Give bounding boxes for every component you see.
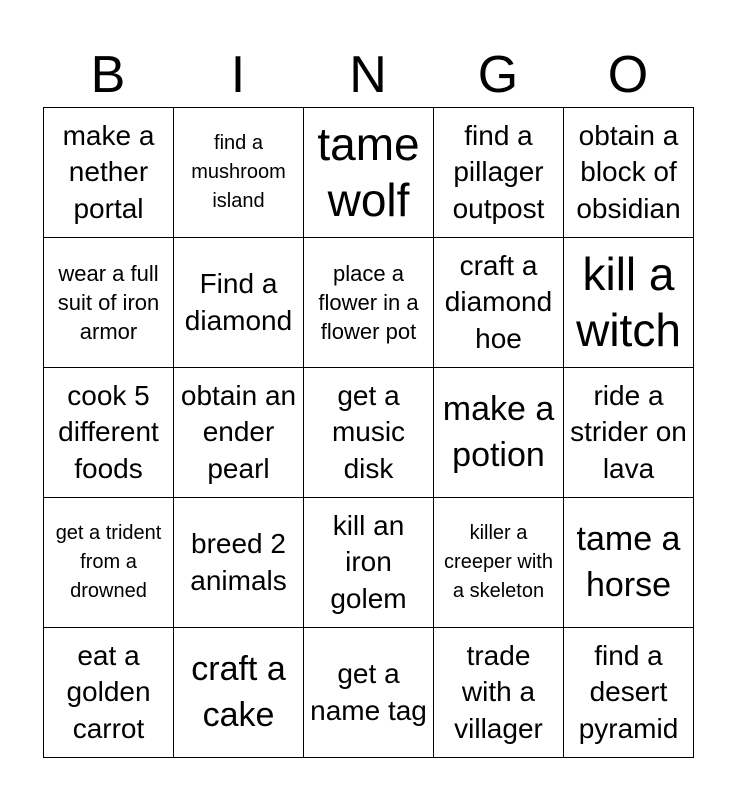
bingo-cell[interactable] bbox=[174, 238, 304, 368]
cell-text: get a trident from a drowned bbox=[55, 522, 162, 602]
cell-text: place a flower in a flower pot bbox=[318, 260, 419, 345]
bingo-cell[interactable] bbox=[434, 628, 564, 758]
cell-text: tame wolf bbox=[317, 118, 420, 226]
header-letter-n: N bbox=[349, 46, 387, 104]
cell-text: kill a witch bbox=[576, 248, 681, 356]
cell-text: killer a creeper with a skeleton bbox=[444, 522, 553, 602]
bingo-cell[interactable] bbox=[434, 238, 564, 368]
cell-text: make a nether portal bbox=[62, 119, 155, 224]
cell-text: obtain a block of obsidian bbox=[576, 119, 681, 224]
cell-text: kill an iron golem bbox=[330, 509, 407, 614]
bingo-cell[interactable] bbox=[174, 498, 304, 628]
cell-text: get a name tag bbox=[310, 658, 427, 726]
cell-text: Find a diamond bbox=[184, 268, 293, 336]
bingo-cell[interactable] bbox=[44, 108, 174, 238]
bingo-cell[interactable] bbox=[564, 628, 694, 758]
bingo-cell[interactable] bbox=[174, 368, 304, 498]
bingo-cell[interactable] bbox=[304, 498, 434, 628]
bingo-cell[interactable] bbox=[304, 108, 434, 238]
bingo-cell[interactable] bbox=[564, 238, 694, 368]
header-letter-g: G bbox=[477, 46, 519, 104]
bingo-cell[interactable] bbox=[434, 108, 564, 238]
bingo-cell[interactable] bbox=[434, 498, 564, 628]
bingo-cell[interactable] bbox=[44, 628, 174, 758]
cell-text: make a potion bbox=[442, 389, 555, 474]
cell-text: find a pillager outpost bbox=[452, 119, 545, 224]
bingo-header bbox=[43, 44, 693, 106]
bingo-cell[interactable] bbox=[44, 498, 174, 628]
cell-text: obtain an ender pearl bbox=[180, 379, 297, 484]
cell-text: cook 5 different foods bbox=[58, 379, 159, 484]
bingo-cell[interactable] bbox=[304, 368, 434, 498]
bingo-cell[interactable] bbox=[44, 368, 174, 498]
cell-text: eat a golden carrot bbox=[66, 639, 151, 744]
bingo-grid bbox=[43, 107, 694, 758]
cell-text: craft a cake bbox=[191, 649, 286, 734]
cell-text: tame a horse bbox=[576, 519, 681, 604]
cell-text: find a mushroom island bbox=[191, 132, 286, 212]
cell-text: wear a full suit of iron armor bbox=[57, 260, 160, 345]
cell-text: breed 2 animals bbox=[190, 528, 287, 596]
bingo-cell[interactable] bbox=[564, 498, 694, 628]
header-letter-i: I bbox=[230, 46, 246, 104]
cell-text: craft a diamond hoe bbox=[444, 249, 553, 354]
cell-text: ride a strider on lava bbox=[570, 379, 687, 484]
bingo-cell[interactable] bbox=[174, 108, 304, 238]
bingo-cell[interactable] bbox=[434, 368, 564, 498]
cell-text: trade with a villager bbox=[454, 639, 543, 744]
bingo-cell[interactable] bbox=[304, 238, 434, 368]
bingo-cell[interactable] bbox=[564, 108, 694, 238]
bingo-cell[interactable] bbox=[564, 368, 694, 498]
bingo-cell[interactable] bbox=[44, 238, 174, 368]
bingo-cell[interactable] bbox=[304, 628, 434, 758]
header-letter-b: B bbox=[90, 46, 126, 104]
bingo-cell[interactable] bbox=[174, 628, 304, 758]
header-letter-o: O bbox=[607, 46, 649, 104]
cell-text: get a music disk bbox=[331, 379, 406, 484]
cell-text: find a desert pyramid bbox=[578, 639, 679, 744]
